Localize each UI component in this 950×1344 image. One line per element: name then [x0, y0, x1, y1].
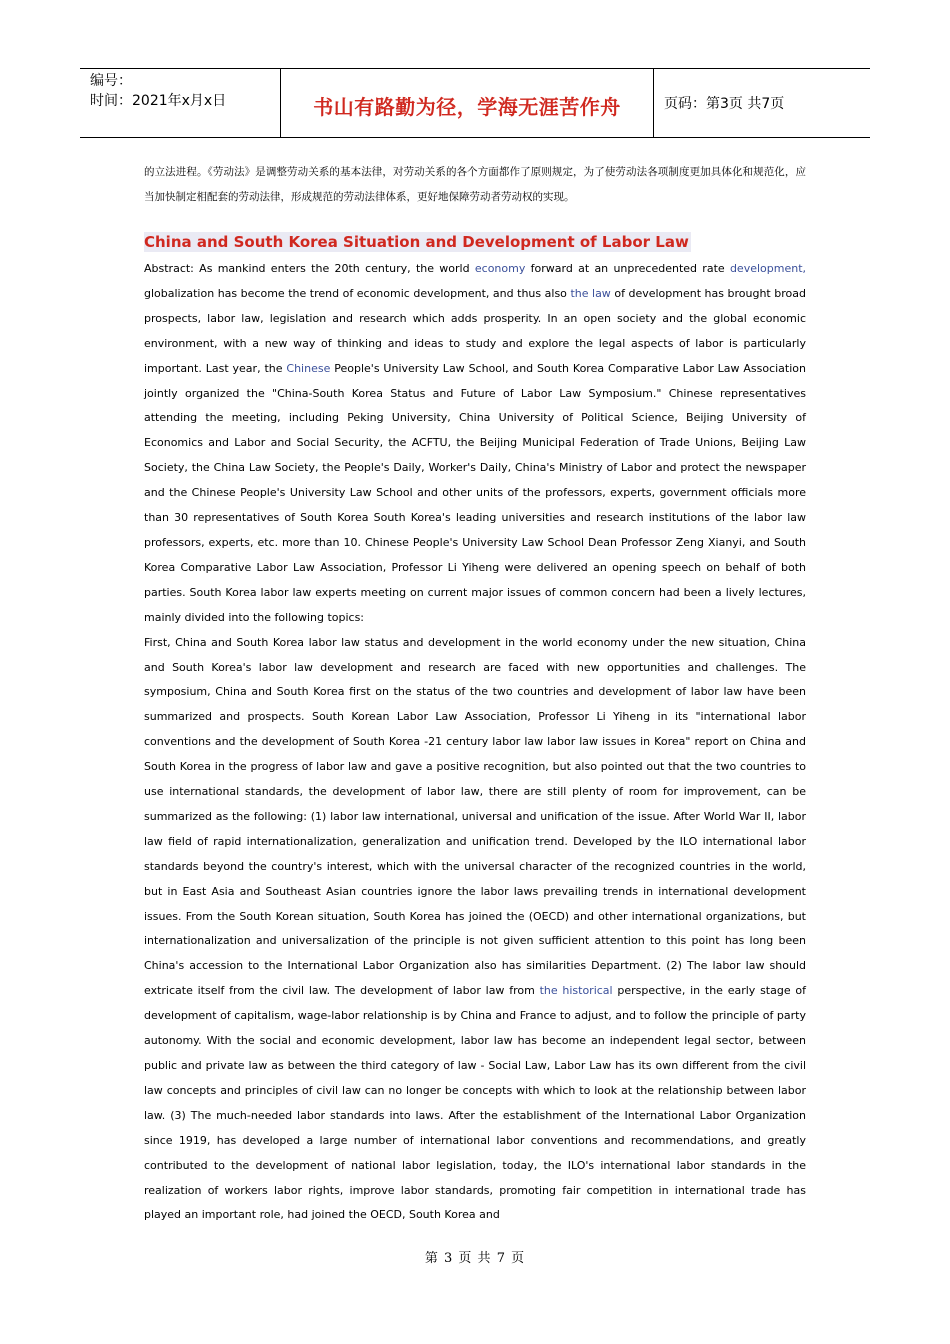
link-the-historical[interactable]: the historical: [539, 984, 613, 998]
link-development[interactable]: development,: [729, 262, 806, 275]
document-time-label: 时间：2021年x月x日: [90, 93, 227, 109]
text-span: People's University Law School, and South Korea Comparative Labor Law Association jointly organized the "China-South Korea Status and Future of Labor Law Symposium." Chinese representatives attending the meeting, including Peking University, China University of Political Science, Beijing University of Economics and Labor and Social Security, the ACFTU, the Beijing Municipal Federation of Trade Unions, Beijing Law Society, the China Law Society, the People's Daily, Worker's Daily, China's Ministry of Labor and protect the newspaper and the Chinese People's University Law School and other units of the professors, experts, government officials more than 30 representatives of South Korea South Korea's leading universities and research institutions of the labor law professors, experts, etc. more than 10. Chinese People's University Law School Dean Professor Zeng Xianyi, and South Korea Comparative Labor Law Association, Professor Li Yiheng were delivered an opening speech on behalf of both parties. South Korea labor law experts meeting on current major issues of common concern had been a lively lectures, mainly divided into the following topics:: [144, 361, 806, 624]
text-span: Abstract: As mankind enters the 20th century, the world: [144, 262, 475, 275]
text-span: of development has brought broad prospects, labor law, legislation and research which adds prosperity. In an open society and the global economic environment, with a new way of thinking and ideas to study and explore the legal aspects of labor is particularly important. Last year, the: [144, 286, 806, 375]
body-paragraph: [144, 631, 806, 1229]
text-span: forward at an unprecedented rate: [525, 262, 730, 275]
document-number-label: 编号：: [90, 73, 132, 89]
article-body: [144, 257, 806, 1228]
abstract-paragraph: [144, 257, 806, 631]
text-span: globalization has become the trend of economic development, and thus also: [144, 286, 571, 300]
link-economy[interactable]: economy: [474, 262, 526, 275]
text-span: First, China and South Korea labor law status and development in the world economy under the new situation, China and South Korea's labor law development and research are faced with new opportunities and challenges. The symposium, China and South Korea first on the status of the two countries and development of labor law have been summarized and prospects. South Korean Labor Law Association, Professor Li Yiheng in its "international labor conventions and the development of South Korea -21 century labor law labor law issues in Korea" report on China and South Korea in the progress of labor law and gave a positive recognition, but also pointed out that the two countries to use international standards, the development of labor law, there are still plenty of room for improvement, can be summarized as the following: (1) labor law international, universal and unification of the issue. After World War II, labor law field of rapid internationalization, generalization and unification trend. Developed by the ILO international labor standards beyond the country's interest, which with the universal character of the recognized countries in the world, but in East Asia and Southeast Asian countries ignore the labor laws prevailing trends in international development issues. From the South Korean situation, South Korea has joined the (OECD) and other international organizations, but internationalization and universalization of the principle is not given sufficient attention to this point has long been China's accession to the International Labor Organization also has similarities Department. (2) The labor law should extricate itself from the civil law. The development of labor law from: [144, 635, 806, 998]
header-page-cell: [654, 69, 870, 137]
header-page-number: 页码：第3页 共7页: [664, 96, 785, 112]
link-the-law[interactable]: the law: [570, 286, 611, 300]
link-chinese[interactable]: Chinese: [286, 361, 331, 375]
text-span: perspective, in the early stage of development of capitalism, wage-labor relationship is by China and France to adjust, and to follow the principle of party autonomy. With the social and economic development, labor law has become an independent legal sector, between public and private law as between the third category of law - Social Law, Labor Law has its own different from the civil law concepts and principles of civil law can no longer be concepts with which to look at the relationship between labor law. (3) The much-needed labor standards into laws. After the establishment of the International Labor Organization since 1919, has developed a large number of international labor conventions and recommendations, and greatly contributed to the development of national labor legislation, today, the ILO's international labor standards in the realization of workers labor rights, improve labor standards, promoting fair competition in international trade has played an important role, had joined the OECD, South Korea and: [144, 984, 806, 1222]
header-meta-cell: [80, 69, 281, 137]
page-header: [80, 68, 870, 138]
header-motto: 书山有路勤为径，学海无涯苦作舟: [313, 95, 621, 119]
header-motto-cell: [281, 69, 654, 137]
chinese-paragraph: 的立法进程。《劳动法》是调整劳动关系的基本法律，对劳动关系的各个方面都作了原则规定，为了使劳动法各项制度更加具体化和规范化，应当加快制定相配套的劳动法律，形成规范的劳动法律体系，更好地保障劳动者劳动权的实现。: [144, 166, 806, 203]
article-title: China and South Korea Situation and Development of Labor Law: [144, 233, 689, 251]
page-footer: 第 3 页 共 7 页: [424, 1251, 526, 1266]
